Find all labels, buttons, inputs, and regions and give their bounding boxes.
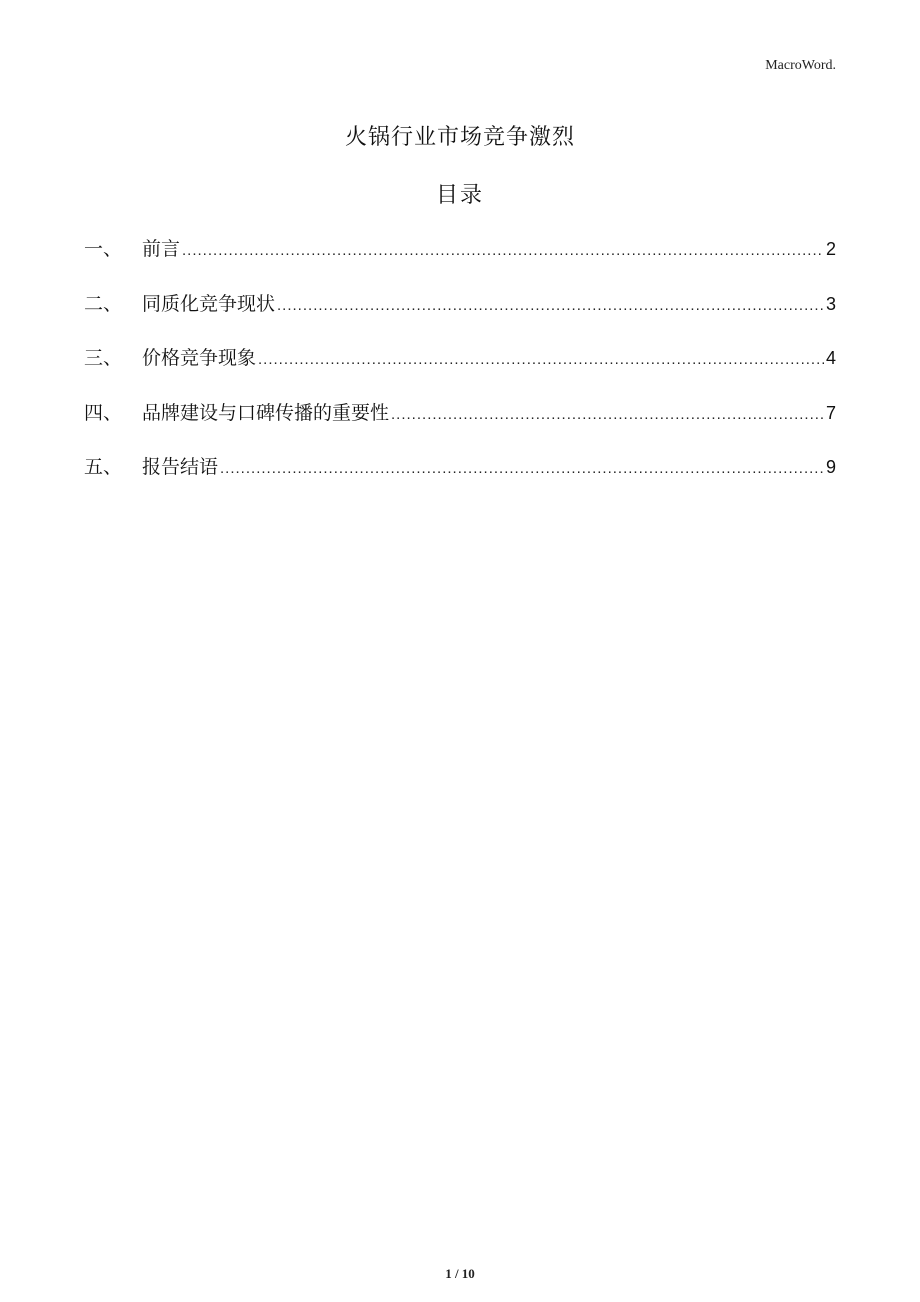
toc-entry-number: 二、 [84, 292, 123, 315]
toc-leader-dots [391, 406, 824, 423]
toc-entry-label: 品牌建设与口碑传播的重要性 [142, 401, 390, 424]
toc-heading: 目录 [435, 183, 484, 208]
toc-entry-number: 三、 [84, 347, 123, 369]
toc-entry-page: 7 [825, 402, 836, 423]
toc-entry-label: 价格竞争现象 [142, 347, 257, 369]
toc-entry-homogeneous-competition[interactable] [84, 289, 836, 344]
toc-entry-price-competition[interactable] [84, 343, 836, 398]
toc-entry-number: 一、 [84, 238, 123, 260]
toc-entry-page: 3 [825, 293, 836, 314]
toc-entry-number: 四、 [84, 401, 123, 424]
toc-entry-page: 2 [825, 239, 836, 259]
toc-entry-page: 4 [825, 348, 836, 368]
toc-entry-number: 五、 [84, 456, 123, 478]
header-brand: MacroWord. [765, 58, 836, 73]
toc-entry-label: 前言 [142, 238, 181, 260]
toc-entry-preface[interactable] [84, 234, 836, 289]
toc-entry-conclusion[interactable] [84, 452, 836, 507]
toc-leader-dots [182, 242, 824, 259]
table-of-contents [84, 234, 836, 507]
toc-leader-dots [277, 297, 824, 314]
document-title: 火锅行业市场竞争激烈 [344, 125, 575, 150]
toc-entry-label: 同质化竞争现状 [142, 292, 276, 315]
toc-entry-page: 9 [825, 457, 836, 477]
page-indicator: 1 / 10 [445, 1266, 475, 1281]
toc-leader-dots [220, 460, 824, 477]
toc-entry-brand-building[interactable] [84, 398, 836, 453]
toc-leader-dots [258, 351, 824, 368]
toc-entry-label: 报告结语 [142, 456, 219, 478]
